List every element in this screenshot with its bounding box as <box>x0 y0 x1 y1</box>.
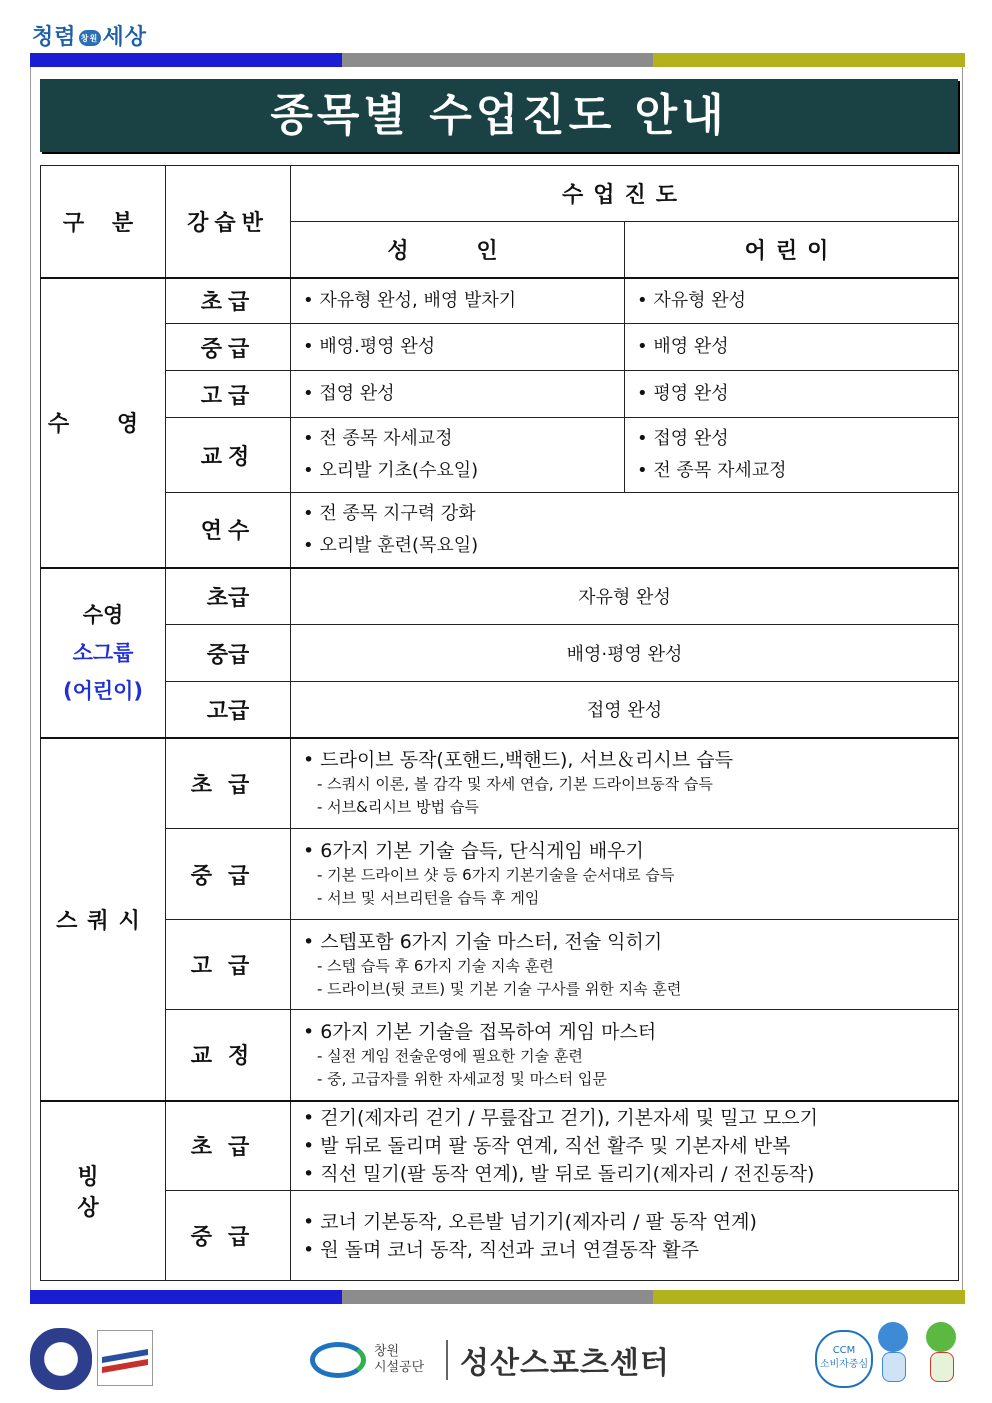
blue-mascot-icon <box>872 1322 914 1384</box>
line: • 직선 밀기(팔 동작 연계), 발 뒤로 돌리기(제자리 / 전진동작) <box>303 1162 815 1185</box>
divider <box>446 1340 448 1380</box>
logo-text-right: 세상 <box>102 24 148 50</box>
class-cell: 중급 <box>166 324 291 371</box>
sub-line: - 실전 게임 전술운영에 필요한 기술 훈련 <box>317 1046 583 1065</box>
ccm-label: CCM <box>832 1345 856 1356</box>
class-cell: 중급 <box>166 625 291 682</box>
sub-line: - 서브 및 서브리턴을 습득 후 게임 <box>317 889 540 907</box>
class-cell: 초급 <box>166 738 291 829</box>
bottom-color-bar <box>30 1290 965 1304</box>
sub-line: - 드라이브(뒷 코트) 및 기본 기술 구사를 위한 지속 훈련 <box>317 979 682 998</box>
class-cell: 연수 <box>166 493 291 568</box>
header-category: 구 분 <box>41 166 166 278</box>
category-squash: 스쿼시 <box>41 738 166 1101</box>
class-cell: 초급 <box>166 1101 291 1191</box>
category-small-group <box>41 568 166 738</box>
progress-cell <box>291 1101 959 1191</box>
ccm-badge-icon <box>815 1330 873 1388</box>
center-name: 성산스포츠센터 <box>460 1346 670 1381</box>
table-row <box>41 493 959 568</box>
progress-cell: 접영 완성 <box>291 682 959 738</box>
line: • 전 종목 자세교정 <box>303 428 453 449</box>
class-cell: 초급 <box>166 278 291 324</box>
training-cell <box>291 493 959 568</box>
table-row <box>41 418 959 493</box>
header-class: 강습반 <box>166 166 291 278</box>
sub-line: - 스텝 습득 후 6가지 기술 지속 훈련 <box>317 956 554 975</box>
line: • 걷기(제자리 걷기 / 무릎잡고 걷기), 기본자세 및 밀고 모으기 <box>303 1106 818 1129</box>
sub-line: - 스쿼시 이론, 볼 감각 및 자세 연습, 기본 드라이브동작 습득 <box>317 775 713 794</box>
label-line: 수영 <box>82 602 124 627</box>
progress-cell <box>291 829 959 920</box>
class-cell: 고급 <box>166 682 291 738</box>
center-logo <box>310 1335 670 1385</box>
table-row <box>41 829 959 920</box>
header-child: 어린이 <box>625 222 959 278</box>
class-cell: 중급 <box>166 1191 291 1281</box>
adult-cell: • 자유형 완성, 배영 발차기 <box>291 278 625 324</box>
progress-cell <box>291 1010 959 1101</box>
main-line: • 드라이브 동작(포핸드,백핸드), 서브＆리시브 습득 <box>303 749 733 772</box>
adult-cell: • 접영 완성 <box>291 371 625 418</box>
class-cell: 고급 <box>166 371 291 418</box>
category-skating: 빙 상 <box>41 1101 166 1281</box>
green-mascot-icon <box>920 1322 962 1384</box>
progress-cell: 자유형 완성 <box>291 568 959 625</box>
progress-cell <box>291 738 959 829</box>
table-row <box>41 920 959 1010</box>
line: • 원 돌며 코너 동작, 직선과 코너 연결동작 활주 <box>303 1238 699 1261</box>
label-line: 소그룹 <box>72 640 134 665</box>
table-row <box>41 625 959 682</box>
line: • 발 뒤로 돌리며 팔 동작 연계, 직선 활주 및 기본자세 반복 <box>303 1134 791 1157</box>
progress-cell: 배영·평영 완성 <box>291 625 959 682</box>
table-row <box>41 371 959 418</box>
table-row <box>41 738 959 829</box>
org-ring-icon <box>310 1342 366 1378</box>
line: • 접영 완성 <box>637 428 729 449</box>
integrity-logo <box>32 20 147 51</box>
logo-text-left: 청렴 <box>32 24 77 50</box>
ccm-sublabel: 소비자중심 <box>819 1359 869 1370</box>
line: • 오리발 훈련(목요일) <box>303 534 479 556</box>
class-cell: 고급 <box>166 920 291 1010</box>
org-name-line2: 시설공단 <box>374 1360 425 1375</box>
table-row <box>41 278 959 324</box>
sub-line: - 서브&리시브 방법 습득 <box>317 798 479 817</box>
line: • 코너 기본동작, 오른발 넘기기(제자리 / 팔 동작 연계) <box>303 1210 757 1233</box>
main-line: • 6가지 기본 기술 습득, 단식게임 배우기 <box>303 840 644 862</box>
org-name <box>374 1344 434 1376</box>
child-cell: • 자유형 완성 <box>625 278 959 324</box>
main-line: • 스텝포함 6가지 기술 마스터, 전술 익히기 <box>303 930 663 953</box>
header-adult: 성 인 <box>291 222 625 278</box>
class-cell: 교정 <box>166 1010 291 1101</box>
page-title: 종목별 수업진도 안내 <box>40 79 958 152</box>
certification-mark-icon <box>97 1330 153 1386</box>
table-row <box>41 324 959 371</box>
table-row <box>41 1010 959 1101</box>
class-cell: 초급 <box>166 568 291 625</box>
class-cell: 교정 <box>166 418 291 493</box>
child-cell: • 배영 완성 <box>625 324 959 371</box>
adult-cell: • 배영.평영 완성 <box>291 324 625 371</box>
sub-line: - 기본 드라이브 샷 등 6가지 기본기술을 순서대로 습득 <box>317 866 675 884</box>
table-row <box>41 568 959 625</box>
child-cell <box>625 418 959 493</box>
line: • 전 종목 지구력 강화 <box>303 502 476 524</box>
top-color-bar <box>30 53 965 67</box>
line: • 전 종목 자세교정 <box>637 460 787 481</box>
sub-line: - 중, 고급자를 위한 자세교정 및 마스터 입문 <box>317 1069 607 1088</box>
label-line: (어린이) <box>62 678 144 703</box>
logo-badge: 창원 <box>79 30 101 46</box>
table-row <box>41 682 959 738</box>
header-progress: 수업진도 <box>291 166 959 222</box>
progress-cell <box>291 920 959 1010</box>
adult-cell <box>291 418 625 493</box>
class-cell: 중급 <box>166 829 291 920</box>
table-row <box>41 1101 959 1191</box>
line: • 오리발 기초(수요일) <box>303 460 479 481</box>
table-row <box>41 1191 959 1281</box>
progress-cell <box>291 1191 959 1281</box>
schedule-table <box>40 165 959 1281</box>
child-cell: • 평영 완성 <box>625 371 959 418</box>
category-swimming: 수 영 <box>41 278 166 568</box>
human-rights-certificate-icon <box>30 1328 92 1390</box>
main-line: • 6가지 기본 기술을 접목하여 게임 마스터 <box>303 1020 657 1043</box>
org-name-line1: 창원 <box>374 1344 400 1359</box>
